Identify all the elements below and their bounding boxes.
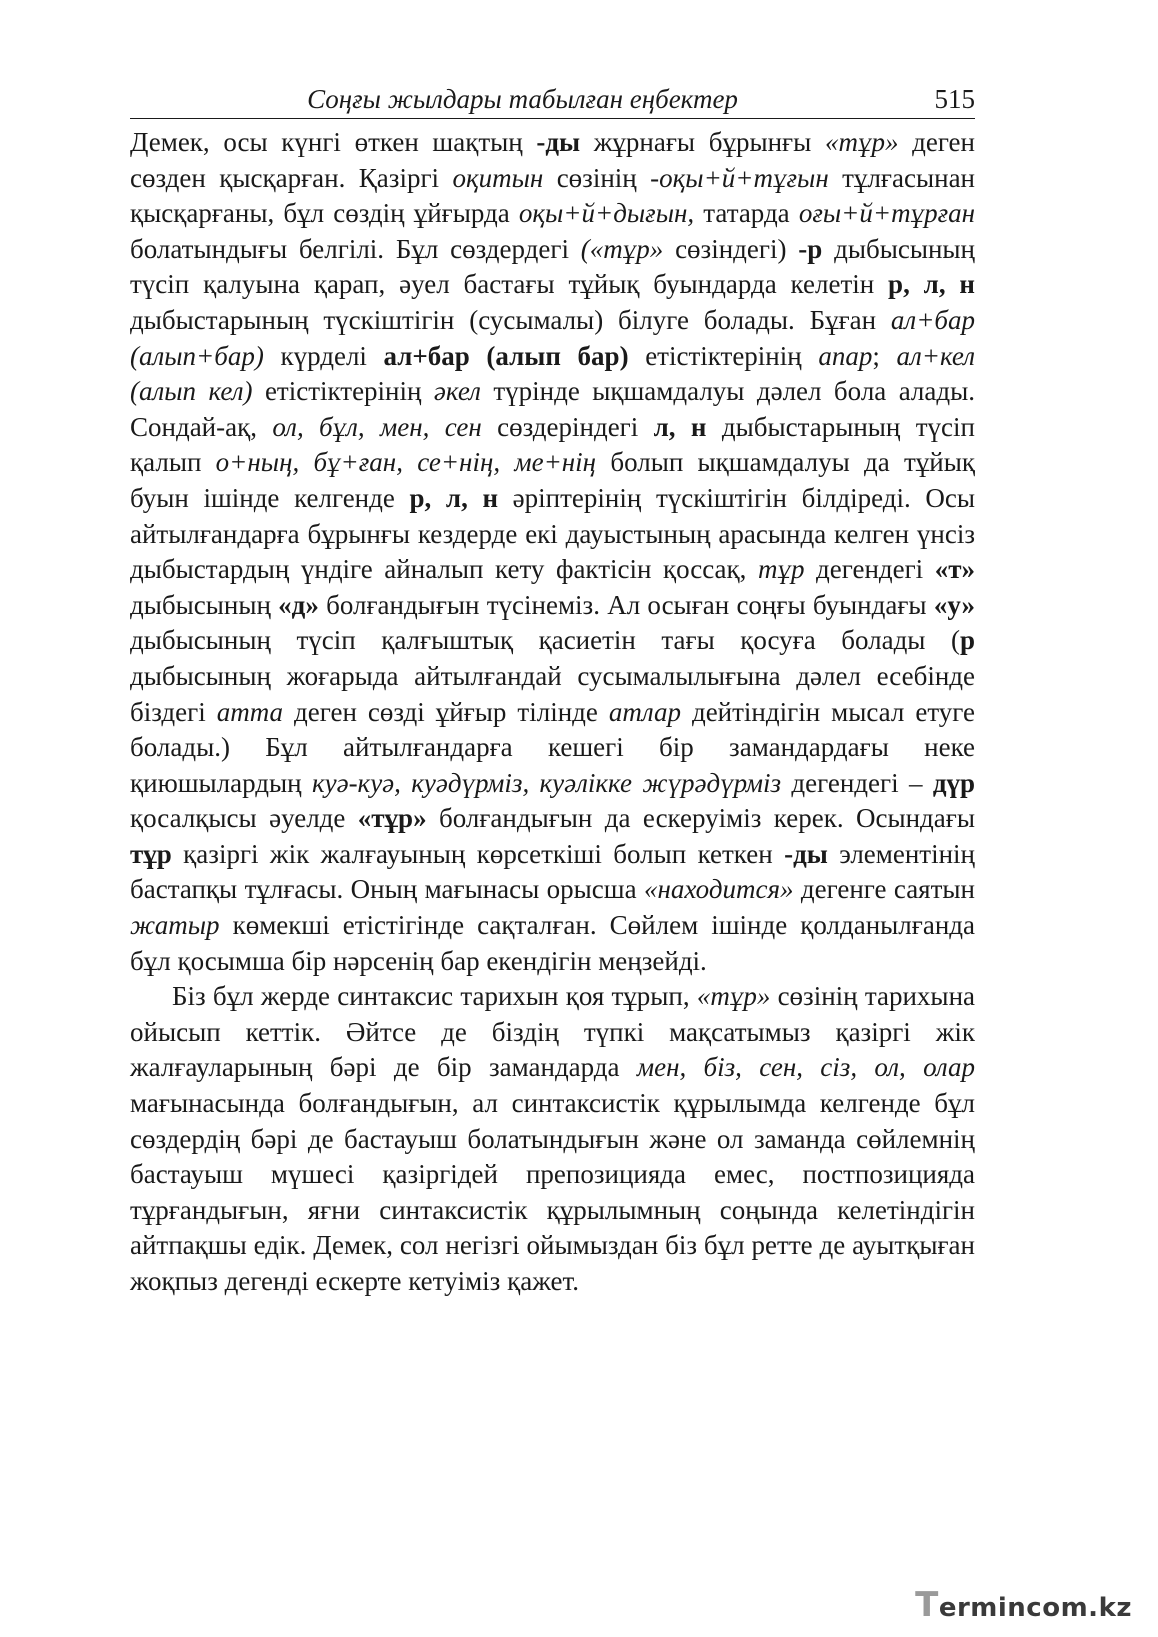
running-header — [130, 84, 975, 119]
text-run: әріптерінің түскіштігін білдіреді. Осы айтылғандарға бұрынғы кездерде екі дауыстының арасында келген үнсіз дыбыстардың үндіге айналып кету фактісін қоссақ, — [130, 482, 975, 585]
bold-term: «д» — [278, 589, 319, 620]
text-run: Демек, осы күнгі өткен шақтың — [130, 127, 537, 157]
watermark-text: erminc — [938, 1593, 1043, 1623]
text-run: болғандығын да ескеруіміз керек. Осындағы — [426, 803, 975, 834]
paragraph — [130, 125, 975, 979]
text-run: дыбысының — [130, 589, 279, 620]
bold-term: -р — [798, 233, 823, 264]
text-run: сөзінің тарихына ойысып кеттік. Әйтсе де біздің түпкі мақсатымыз қазіргі жік жалғауларының бәрі де бір замандарда — [130, 981, 975, 1083]
text-run: қазіргі жік жалғауының көрсеткіші болып кеткен — [171, 838, 785, 869]
bold-term: л, н — [653, 411, 707, 442]
text-run: элементінің бастапқы тұлғасы. Оның мағынасы орысша — [130, 838, 976, 905]
text-run: татарда — [694, 198, 799, 229]
text-run: дегенге саятын — [793, 874, 975, 905]
text-run: көмекші етістігінде сақталған. Сөйлем ішінде қолданылғанда бұл қосымша бір нәрсенің бар екендігін меңзейді. — [130, 910, 975, 976]
italic-example: куә-куә, куәдүрміз, куәлікке жүрәдүрміз — [311, 767, 782, 798]
italic-example: оқитын — [452, 162, 544, 193]
body-text — [130, 125, 975, 1300]
italic-example: оғы+й+тұрған — [798, 198, 975, 229]
text-run: дегендегі — [804, 554, 935, 585]
italic-example: -оқы+й+тұғын — [650, 162, 829, 193]
text-run: жұрнағы бұрынғы — [580, 127, 825, 157]
text-run: сөзіндегі) — [663, 233, 799, 264]
text-run: дейтіндігін мысал етуге болады.) Бұл айтылғандарға кешегі бір замандардағы неке қиюшылардың — [130, 696, 975, 798]
italic-example: жатыр — [130, 910, 220, 941]
text-run: болғандығын түсінеміз. Ал осыған соңғы буындағы — [318, 589, 934, 620]
text-run: дыбысының түсіп қалғыштық қасиетін тағы қосуға болады ( — [130, 625, 960, 656]
text-run: болып ықшамдалуы да тұйық буын ішінде келгенде — [130, 447, 975, 513]
italic-example: ал+бар (алып+бар) — [130, 304, 975, 371]
text-run: етістіктерінің — [252, 376, 434, 407]
termincom-watermark — [915, 1585, 1132, 1625]
text-run: күрделі — [263, 340, 384, 371]
paragraph — [130, 979, 975, 1299]
text-run: тұлғасынан қысқарғаны, бұл сөздің ұйғырда — [130, 162, 975, 229]
bold-term: ал+бар (алып бар) — [383, 340, 629, 371]
running-title: Соңғы жылдары табылған еңбектер — [307, 84, 738, 114]
bold-term: р, л, н — [409, 482, 499, 513]
text-run: дыбыстарының түскіштігін (сусымалы) білуге болады. Бұған — [130, 304, 891, 335]
text-run: етістіктерінің — [628, 340, 819, 371]
text-run: сөзінің — [543, 162, 651, 193]
text-run: дыбыстарының түсіп қалып — [130, 411, 975, 478]
text-run: дыбысының түсіп қалуына қарап, әуел бастағы тұйық буындарда келетін — [130, 233, 975, 300]
italic-example: «тұр» — [696, 981, 771, 1012]
text-run: дегендегі – — [781, 767, 933, 798]
text-run: ; — [872, 340, 897, 371]
text-run: деген сөзді ұйғыр тілінде — [283, 696, 609, 727]
page-number: 515 — [934, 84, 975, 114]
italic-example: ол, бұл, мен, сен — [272, 411, 482, 442]
bold-term: «у» — [933, 589, 975, 620]
bold-term: дүр — [932, 767, 975, 798]
bold-term: «тұр» — [357, 803, 427, 834]
text-run: сөздеріндегі — [481, 411, 654, 442]
italic-example: әкел — [433, 376, 481, 407]
italic-example: ал+кел (алып кел) — [130, 340, 975, 407]
bold-term: р, л, н — [888, 269, 975, 300]
italic-example: («тұр» — [580, 233, 664, 264]
book-page — [130, 84, 975, 1300]
italic-example: о+ның, бұ+ған, се+нің, ме+нің — [215, 447, 597, 478]
bold-term: тұр — [130, 838, 172, 869]
text-run: қосалқысы әуелде — [130, 803, 358, 834]
text-run: мағынасында болғандығын, ал синтаксистік құрылымда келгенде бұл сөздердің бәрі де бастауыш болатындығын және ол заманда сөйлемнің бастауыш мүшесі қазіргідей препозицияда емес, постпозицияда тұрғандығын, яғни синтаксистік құрылымның соңында келетіндігін айтпақшы едік. Демек, сол негізгі ойымыздан біз бұл ретте де ауытқыған жоқпыз дегенді ескерте кетуіміз қажет. — [130, 1088, 975, 1296]
text-run: болатындығы белгілі. Бұл сөздердегі — [130, 233, 581, 264]
italic-example: атлар — [608, 696, 681, 727]
watermark-first-letter: T — [915, 1585, 939, 1625]
italic-example: атта — [216, 696, 284, 727]
bold-term: «т» — [934, 554, 976, 585]
text-run: Біз бұл жерде синтаксис тарихын қоя тұрып, — [172, 981, 697, 1012]
italic-example: «находится» — [643, 874, 794, 905]
watermark-tail: m.kz — [1060, 1593, 1132, 1623]
bold-term: -ды — [784, 838, 828, 869]
italic-example: оқы+й+дығын, — [518, 198, 695, 229]
bold-term: р — [959, 625, 975, 656]
bold-term: -ды — [536, 127, 581, 157]
italic-example: тұр — [757, 554, 805, 585]
text-run: дыбысының жоғарыда айтылғандай сусымалылығына дәлел есебінде біздегі — [130, 660, 975, 727]
text-run: деген сөзден қысқарған. Қазіргі — [130, 127, 975, 193]
watermark-o: o — [1042, 1593, 1061, 1623]
italic-example: мен, біз, сен, сіз, ол, олар — [636, 1052, 975, 1083]
text-run: түрінде ықшамдалуы дәлел бола алады. Сондай-ақ, — [130, 376, 976, 442]
italic-example: «тұр» — [824, 127, 899, 157]
italic-example: апар — [818, 340, 873, 371]
